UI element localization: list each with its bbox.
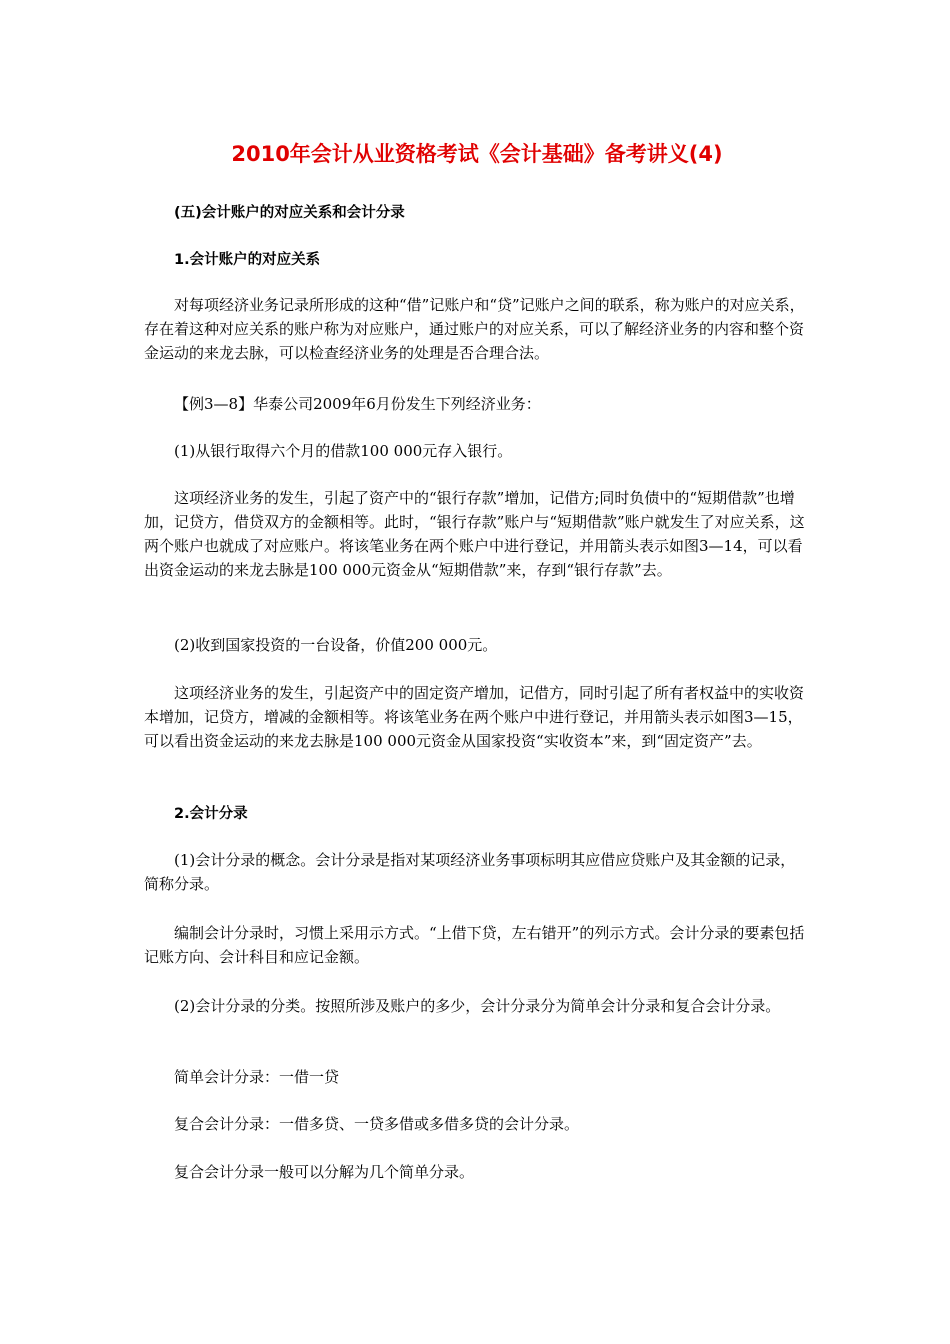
subsection-heading-2: 2.会计分录 xyxy=(174,806,248,822)
section-heading: (五)会计账户的对应关系和会计分录 xyxy=(174,205,405,221)
paragraph-entry-classification: (2)会计分录的分类。按照所涉及账户的多少，会计分录分为简单会计分录和复合会计分录。 xyxy=(174,997,781,1015)
paragraph-item-1-explanation: 这项经济业务的发生，引起了资产中的“银行存款”增加，记借方;同时负债中的“短期借款”也增加，记贷方，借贷双方的金额相等。此时，“银行存款”账户与“短期借款”账户就发生了对应关系，这两个账户也就成了对应账户。将该笔业务在两个账户中进行登记，并用箭头表示如图3—14，可以看出资金运动的来龙去脉是100 000元资金从“短期借款”来，存到“银行存款”去。 xyxy=(144,489,805,579)
paragraph-compound-entry: 复合会计分录：一借多贷、一贷多借或多借多贷的会计分录。 xyxy=(174,1115,580,1133)
example-item-1: (1)从银行取得六个月的借款100 000元存入银行。 xyxy=(174,442,513,460)
paragraph-simple-entry: 简单会计分录：一借一贷 xyxy=(174,1068,340,1086)
paragraph-compound-decompose: 复合会计分录一般可以分解为几个简单分录。 xyxy=(174,1163,475,1181)
example-intro: 【例3—8】华泰公司2009年6月份发生下列经济业务： xyxy=(174,395,541,413)
paragraph-entry-format: 编制会计分录时，习惯上采用示方式。“上借下贷，左右错开”的列示方式。会计分录的要素包括记账方向、会计科目和应记金额。 xyxy=(144,924,805,966)
document-page xyxy=(144,0,810,1344)
document-title: 2010年会计从业资格考试《会计基础》备考讲义(4) xyxy=(231,142,723,166)
paragraph-correspondence: 对每项经济业务记录所形成的这种“借”记账户和“贷”记账户之间的联系，称为账户的对应关系，存在着这种对应关系的账户称为对应账户，通过账户的对应关系，可以了解经济业务的内容和整个资金运动的来龙去脉，可以检查经济业务的处理是否合理合法。 xyxy=(144,296,805,362)
paragraph-item-2-explanation: 这项经济业务的发生，引起资产中的固定资产增加，记借方，同时引起了所有者权益中的实收资本增加，记贷方，增减的金额相等。将该笔业务在两个账户中进行登记，并用箭头表示如图3—15，可以看出资金运动的来龙去脉是100 000元资金从国家投资“实收资本”来，到“固定资产”去。 xyxy=(144,684,805,750)
paragraph-entry-concept: (1)会计分录的概念。会计分录是指对某项经济业务事项标明其应借应贷账户及其金额的记录，简称分录。 xyxy=(144,851,796,893)
example-item-2: (2)收到国家投资的一台设备，价值200 000元。 xyxy=(174,636,498,654)
subsection-heading-1: 1.会计账户的对应关系 xyxy=(174,252,321,268)
